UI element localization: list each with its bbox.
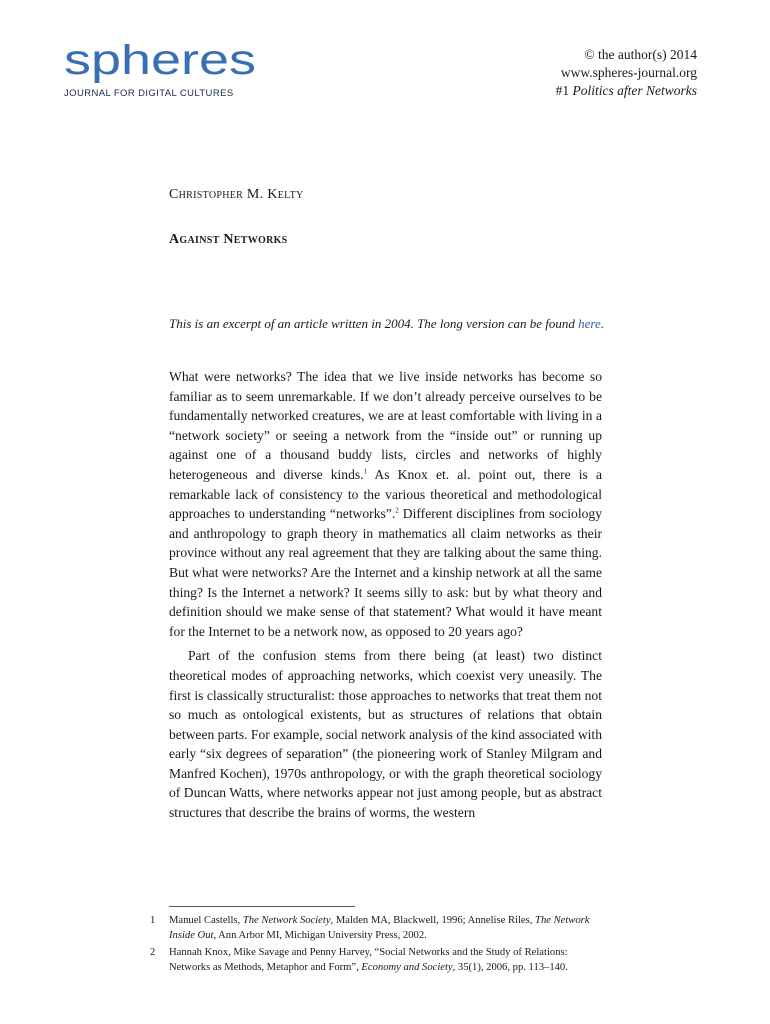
- article-title: Against Networks: [169, 232, 288, 247]
- footnote-2: [150, 945, 602, 975]
- paragraph-1: [169, 367, 602, 641]
- paragraph-1-part-a: What were networks? The idea that we live inside networks has become so familiar as to seem unremarkable. If we don’t already perceive ourselves to be fundamentally networked creatures, we are at least comfortable with living in a “network society” or seeing a network from the “inside out” or running up against one of a thousand buddy lists, circles and networks of highly heterogeneous and diverse kinds.: [169, 369, 602, 482]
- footnote-ref-1[interactable]: 1: [363, 467, 368, 476]
- website-line[interactable]: www.spheres-journal.org: [560, 65, 697, 80]
- excerpt-note-end: .: [600, 316, 604, 331]
- footnote-text: [169, 945, 602, 975]
- excerpt-note-text: This is an excerpt of an article written in 2004. The long version can be found: [169, 316, 579, 331]
- excerpt-note: [169, 316, 604, 332]
- footnote-text: [169, 913, 602, 943]
- footnote-1: [150, 913, 602, 943]
- paragraph-1-part-c: Different disciplines from sociology and anthropology to graph theory in mathematics all claim networks as their province without any real agreement that they are talking about the same thing. But what were networks? Are the Internet and a kinship network at all the same thing? Is the Internet a network? It seems silly to ask: but by what theory and definition should we make sense of that statement? What would it have meant for the Internet to be a network now, as opposed to 20 years ago?: [169, 506, 602, 639]
- logo-wordmark-text: spheres: [64, 44, 256, 84]
- footnote-ref-2[interactable]: 2: [395, 506, 399, 515]
- footnote-1-text-c: , Malden MA, Blackwell, 1996; Annelise Riles,: [330, 915, 536, 926]
- footnote-1-text-a: Manuel Castells,: [169, 915, 243, 926]
- footnote-number: 2: [150, 947, 156, 958]
- issue-number: #1: [555, 83, 570, 98]
- article-body: [169, 367, 602, 823]
- footnote-2-text-c: , 35(1), 2006, pp. 113–140.: [452, 962, 568, 973]
- issue-line: [556, 82, 697, 100]
- footnote-1-book-title: The Network Society: [242, 915, 331, 926]
- paragraph-2: Part of the confusion stems from there being (at least) two distinct theoretical modes of approaching networks, which coexist very uneasily. The first is classically structuralist: those approaches to networks that treat them not so much as ontological existents, but as structures of relations that obtain between parts. For example, social network analysis of the kind associated with early “six degrees of separation” (the pioneering work of Stanley Milgram and Manfred Kochen), 1970s anthropology, or with the graph theoretical sociology of Duncan Watts, where networks appear not just among people, but as abstract structures that describe the brains of worms, the western: [169, 648, 602, 821]
- footnote-2-journal-title: Economy and Society: [361, 962, 453, 973]
- footnote-1-text-e: , Ann Arbor MI, Michigan University Press, 2002.: [213, 930, 427, 941]
- footnote-1-book-title-2: The Network Inside Out: [169, 915, 590, 941]
- logo-subtitle: JOURNAL FOR DIGITAL CULTURES: [64, 88, 234, 99]
- footnote-2-text-a: Hannah Knox, Mike Savage and Penny Harvey, “Social Networks and the Study of Relations: Networks as Methods, Metaphor and Form”,: [169, 947, 568, 973]
- long-version-link[interactable]: here: [578, 316, 601, 331]
- spheres-logo-wordmark: [64, 44, 260, 86]
- journal-meta: [556, 46, 697, 100]
- article-author: Christopher M. Kelty: [169, 187, 304, 202]
- journal-logo: [64, 44, 264, 99]
- footnote-number: 1: [150, 915, 156, 926]
- copyright-line: © the author(s) 2014: [584, 47, 697, 62]
- issue-title: Politics after Networks: [572, 83, 697, 98]
- footnote-divider: [169, 906, 355, 907]
- footnotes: [150, 913, 602, 977]
- paragraph-1-part-b: As Knox et. al. point out, there is a remarkable lack of consistency to the various theoretical and methodological approaches to understanding “networks”.: [169, 466, 602, 522]
